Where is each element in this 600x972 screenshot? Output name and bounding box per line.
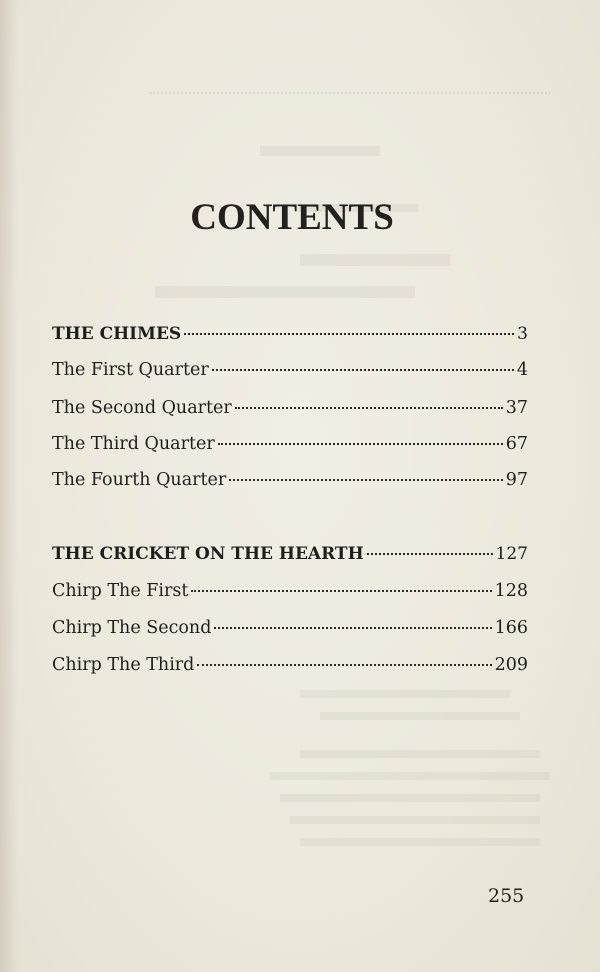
toc-entry-title: The Third Quarter [52,434,215,454]
spine-shadow [0,0,18,972]
toc-page-number: 166 [494,618,528,638]
toc-section-cricket[interactable] [52,540,528,568]
show-through-line [155,286,415,298]
toc-page-number: 127 [495,544,528,564]
toc-entry-title: Chirp The Third [52,655,195,675]
toc-page-number: 37 [505,398,528,418]
toc-entry[interactable] [52,651,528,679]
dot-leader [235,406,503,409]
toc-entry-title: Chirp The First [52,581,189,601]
toc-entry[interactable] [52,614,528,642]
toc-page-number: 128 [494,581,528,601]
dot-leader [191,589,491,592]
dot-leader [229,478,502,481]
toc-entry[interactable] [52,577,528,605]
show-through-line [280,794,540,802]
toc-entry[interactable] [52,466,528,494]
toc-entry-title: The Fourth Quarter [52,470,227,490]
page-number: 255 [488,885,525,907]
show-through-line [290,816,540,824]
show-through-line [270,772,550,780]
contents-heading: CONTENTS [190,197,394,238]
show-through-line [320,712,520,720]
dot-leader [184,332,514,335]
dot-leader [367,552,493,555]
show-through-line [150,92,550,102]
toc-entry[interactable] [52,430,528,458]
show-through-line [300,750,540,758]
dot-leader [212,368,514,371]
toc-section-title: THE CRICKET ON THE HEARTH [52,544,364,564]
toc-entry[interactable] [52,394,528,422]
toc-section-chimes[interactable] [52,320,528,348]
show-through-line [300,690,510,698]
toc-page-number: 97 [505,470,528,490]
dot-leader [214,626,491,629]
toc-page-number: 4 [516,360,528,380]
dot-leader [218,442,503,445]
show-through-line [260,146,380,156]
show-through-line [300,838,540,846]
toc-section-title: THE CHIMES [52,324,182,344]
show-through-line [300,254,450,266]
toc-page-number: 3 [517,324,528,344]
toc-page-number: 209 [494,655,528,675]
dot-leader [197,663,491,666]
toc-entry-title: Chirp The Second [52,618,212,638]
toc-entry[interactable] [52,356,528,384]
toc-entry-title: The Second Quarter [52,398,232,418]
toc-entry-title: The First Quarter [52,360,209,380]
toc-page-number: 67 [505,434,528,454]
